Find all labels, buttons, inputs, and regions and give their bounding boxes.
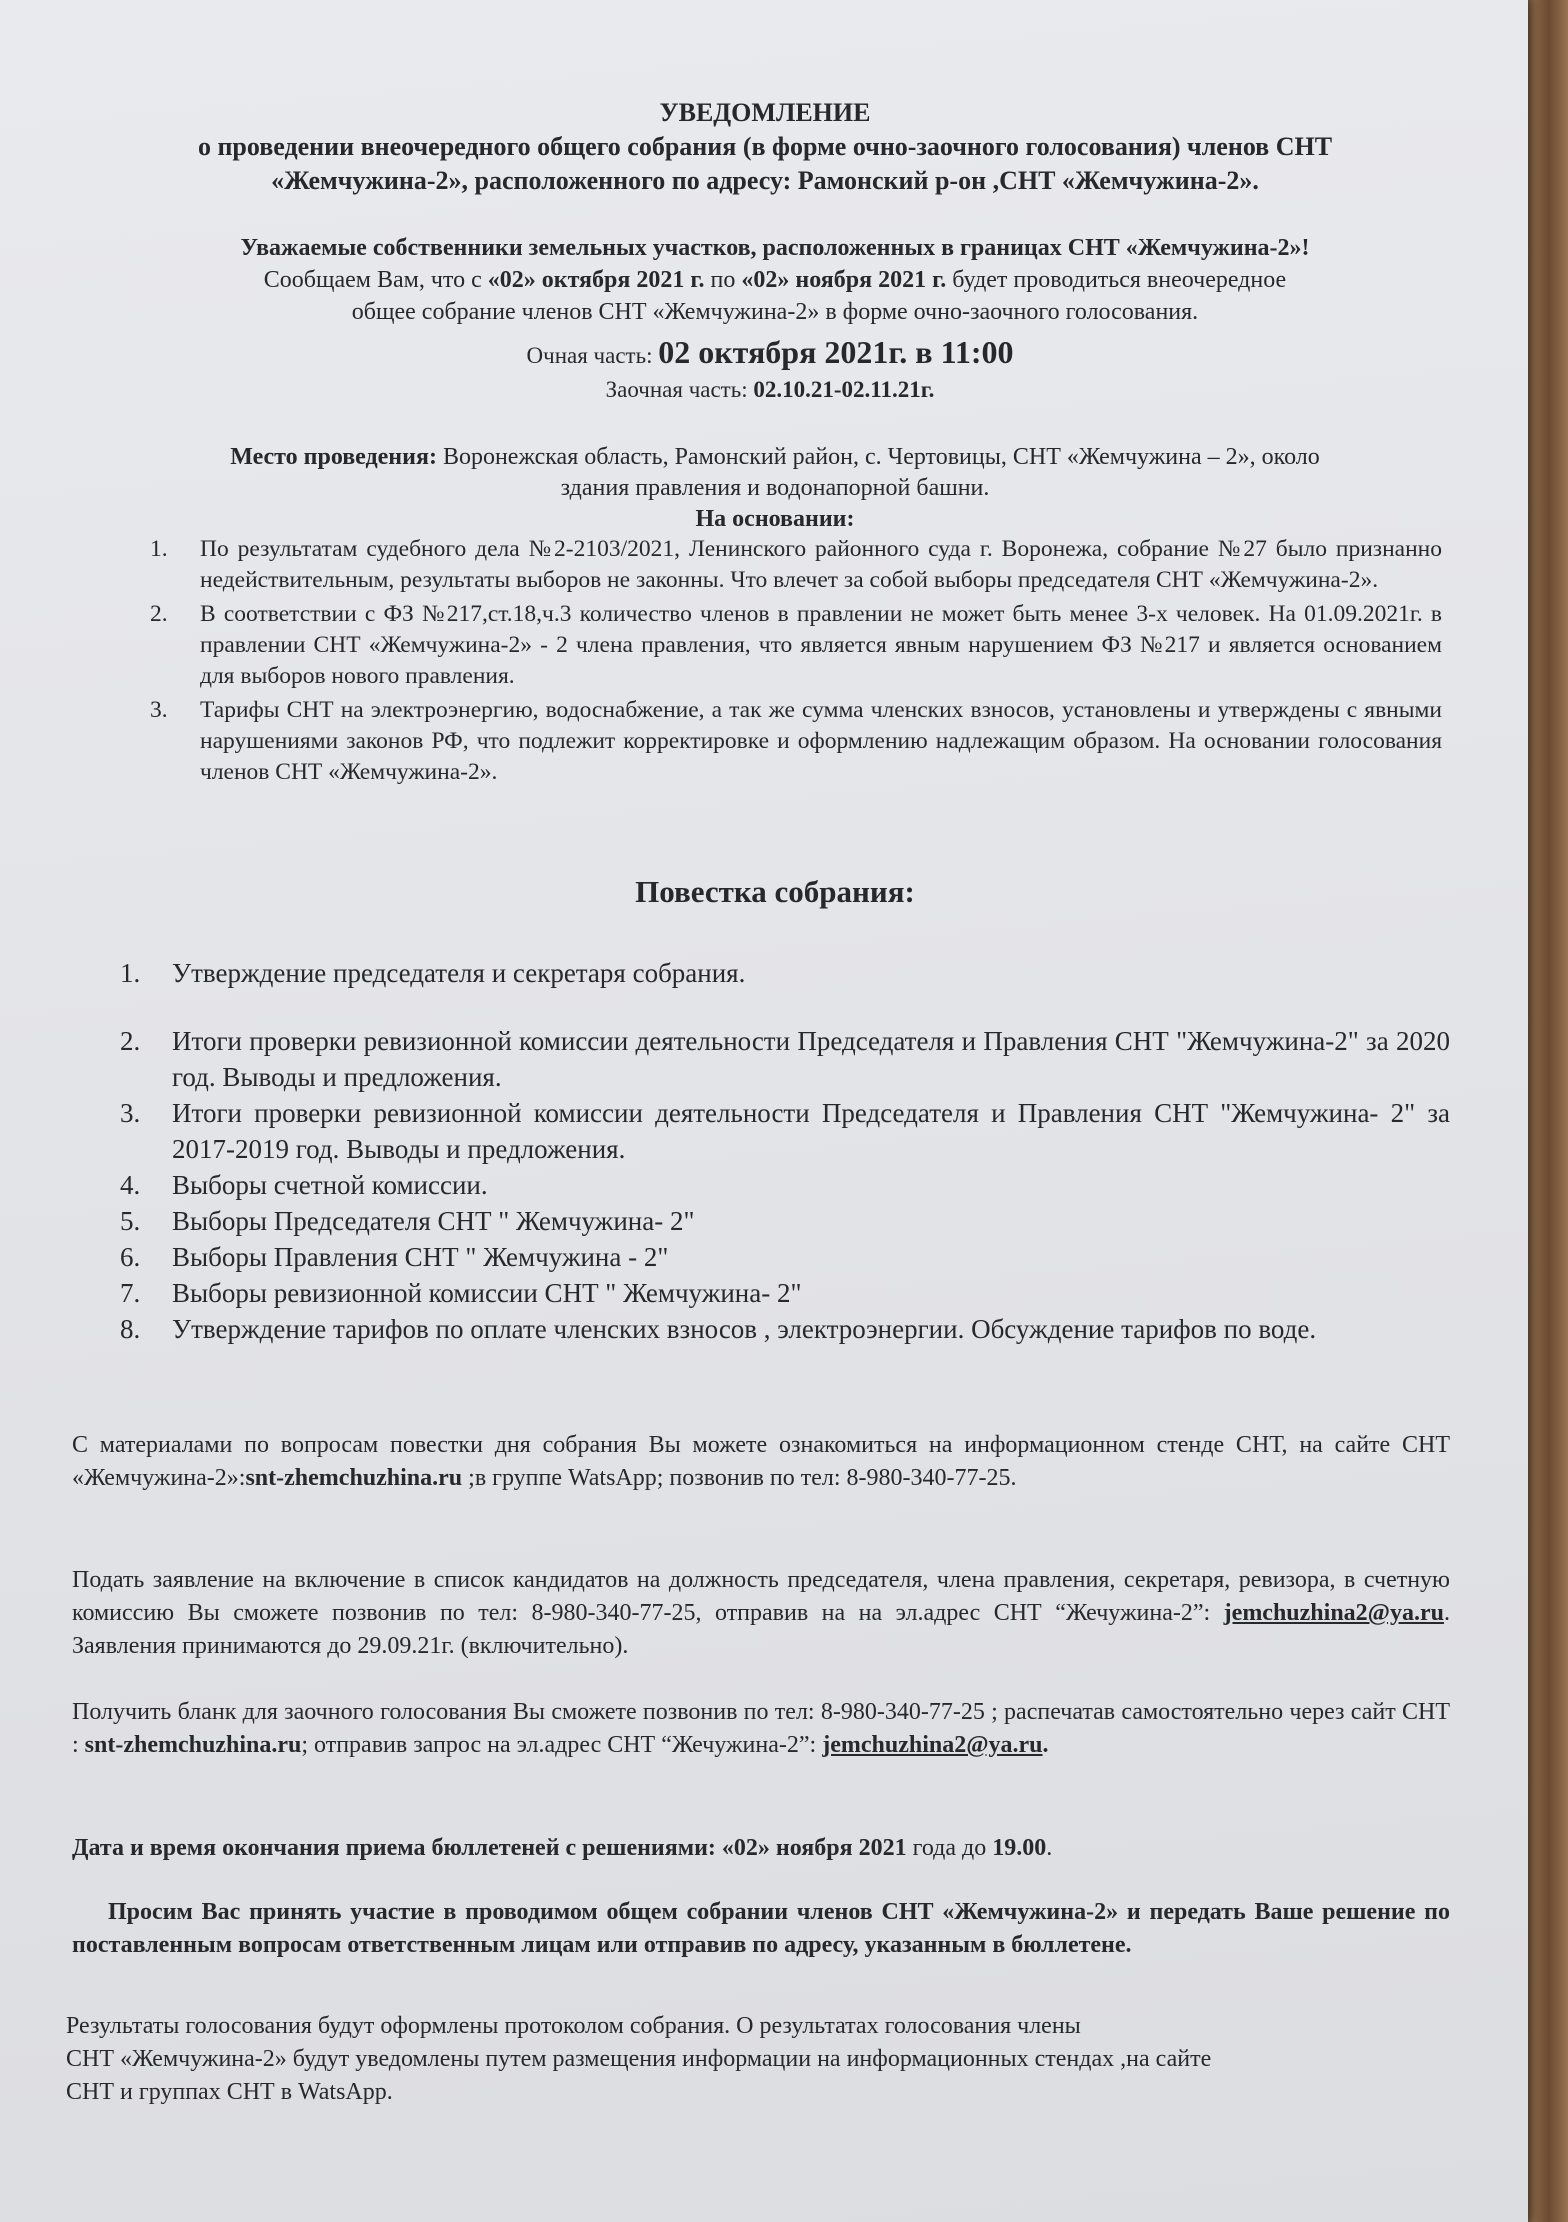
list-text: Тарифы СНТ на электроэнергию, водоснабжение, а так же сумма членских взносов, установлены и утверждены с явными нарушениями законов РФ, что подлежит корректировке и оформлению надлежащим образом. На основании голосования членов СНТ «Жемчужина-2». bbox=[200, 697, 1442, 785]
agenda-number: 5. bbox=[120, 1206, 141, 1236]
agenda-text: Утверждение председателя и секретаря собрания. bbox=[172, 958, 746, 988]
website-link[interactable]: snt-zhemchuzhina.ru bbox=[84, 1732, 302, 1758]
results-paragraph bbox=[66, 2010, 1496, 2109]
materials-text: С материалами по вопросам повестки дня собрания Вы можете ознакомиться на информационном стенде СНТ, на сайте СНТ «Жемчужина-2»: bbox=[72, 1432, 1450, 1491]
materials-text: ;в группе WatsApp; позвонив по тел: 8-980-340-77-25. bbox=[462, 1465, 1017, 1491]
agenda-item bbox=[120, 1275, 1450, 1311]
agenda-number: 6. bbox=[120, 1242, 141, 1272]
materials-paragraph bbox=[72, 1429, 1450, 1495]
session-dates bbox=[220, 335, 1320, 407]
agenda-text: Выборы Правления СНТ " Жемчужина - 2" bbox=[172, 1242, 669, 1272]
results-line3: СНТ и группах СНТ в WatsApp. bbox=[66, 2079, 393, 2105]
agenda-text: Выборы ревизионной комиссии СНТ " Жемчужина- 2" bbox=[172, 1278, 802, 1308]
request-paragraph: Просим Вас принять участие в проводимом общем собрании членов СНТ «Жемчужина-2» и передать Ваше решение по поставленным вопросам ответственным лицам или отправив по адресу, указанным в бюллетене. bbox=[72, 1899, 1450, 1958]
notice-heading: УВЕДОМЛЕНИЕ bbox=[659, 98, 871, 127]
agenda-item bbox=[120, 1311, 1450, 1347]
ballot-text: Получить бланк для заочного голосования Вы сможете позвонив по тел: 8-980-340-77-25 ; распечатав самостоятельно через сайт СНТ : bbox=[72, 1699, 1450, 1758]
deadline-paragraph bbox=[72, 1832, 1450, 1865]
deadline-text: . bbox=[1046, 1835, 1053, 1861]
grounds-list bbox=[150, 534, 1442, 791]
announcement-line1 bbox=[110, 264, 1440, 296]
agenda-text: Выборы счетной комиссии. bbox=[172, 1170, 488, 1200]
remote-label: Заочная часть: bbox=[605, 377, 754, 402]
agenda-text: Итоги проверки ревизионной комиссии деятельности Председателя и Правления СНТ "Жемчужина-2" за 2020 год. Выводы и предложения. bbox=[172, 1026, 1450, 1092]
deadline-time: 19.00 bbox=[992, 1835, 1047, 1861]
venue-text: Воронежская область, Рамонский район, с. Чертовицы, СНТ «Жемчужина – 2», около bbox=[436, 444, 1320, 470]
candidates-paragraph bbox=[72, 1564, 1450, 1663]
results-line2: СНТ «Жемчужина-2» будут уведомлены путем размещения информации на информационных стендах ,на сайте bbox=[66, 2046, 1212, 2072]
grounds-heading: На основании: bbox=[695, 506, 855, 532]
remote-session bbox=[220, 373, 1320, 407]
salutation: Уважаемые собственники земельных участков, расположенных в границах СНТ «Жемчужина-2»! bbox=[240, 235, 1310, 261]
agenda-number: 8. bbox=[120, 1314, 141, 1344]
deadline-text: Дата и время окончания приема бюллетеней с решениями: «02» ноября bbox=[72, 1835, 859, 1861]
list-item bbox=[150, 599, 1442, 692]
candidates-text: Подать заявление на включение в список кандидатов на должность председателя, члена правления, секретаря, ревизора, в счетную комиссию Вы сможете позвонив по тел: 8-980-340-77-25, отправив на на эл.адрес СНТ “Жечужина-2”: bbox=[72, 1567, 1450, 1626]
announcement-line2: общее собрание членов СНТ «Жемчужина-2» в форме очно-заочного голосования. bbox=[351, 299, 1199, 325]
ballot-text: ; отправив запрос на эл.адрес СНТ “Жечужина-2”: bbox=[301, 1732, 823, 1758]
deadline-year: 2021 bbox=[858, 1835, 907, 1861]
ballot-paragraph bbox=[72, 1696, 1450, 1762]
notice-subheading-line2: «Жемчужина-2», расположенного по адресу: Рамонский р-он ,СНТ «Жемчужина-2». bbox=[271, 166, 1259, 195]
agenda-number: 7. bbox=[120, 1278, 141, 1308]
agenda-text: Выборы Председателя СНТ " Жемчужина- 2" bbox=[172, 1206, 695, 1236]
list-number: 2. bbox=[150, 601, 168, 627]
agenda-item bbox=[120, 1239, 1450, 1275]
agenda-list bbox=[120, 955, 1450, 1347]
in-person-session bbox=[220, 335, 1320, 373]
list-number: 1. bbox=[150, 536, 168, 562]
list-text: По результатам судебного дела №2-2103/2021, Ленинского районного суда г. Воронежа, собрание №27 было признанно недействительным, результаты выборов не законны. Что влечет за собой выборы председателя СНТ «Жемчужина-2». bbox=[200, 536, 1442, 593]
agenda-text: Утверждение тарифов по оплате членских взносов , электроэнергии. Обсуждение тарифов по воде. bbox=[172, 1314, 1317, 1344]
agenda-item bbox=[120, 1023, 1450, 1095]
agenda-text: Итоги проверки ревизионной комиссии деятельности Председателя и Правления СНТ "Жемчужина- 2" за 2017-2019 год. Выводы и предложения. bbox=[172, 1098, 1450, 1164]
venue-label: Место проведения: bbox=[230, 444, 437, 470]
agenda-number: 3. bbox=[120, 1098, 141, 1128]
agenda-heading: Повестка собрания: bbox=[635, 874, 915, 909]
date-to: «02» ноября 2021 г. bbox=[741, 267, 947, 293]
agenda-item bbox=[120, 1095, 1450, 1167]
agenda-number: 4. bbox=[120, 1170, 141, 1200]
date-from: «02» октября 2021 г. bbox=[487, 267, 705, 293]
venue-line2: здания правления и водонапорной башни. bbox=[560, 475, 990, 501]
agenda-number: 2. bbox=[120, 1026, 141, 1056]
venue bbox=[110, 442, 1440, 535]
list-text: В соответствии с ФЗ №217,ст.18,ч.3 количество членов в правлении не может быть менее 3-х человек. На 01.09.2021г. в правлении СНТ «Жемчужина-2» - 2 члена правления, что является явным нарушением ФЗ №217 и является основанием для выборов нового правления. bbox=[200, 601, 1442, 689]
list-item bbox=[150, 534, 1442, 596]
agenda-number: 1. bbox=[120, 958, 141, 988]
agenda-item bbox=[120, 1203, 1450, 1239]
announcement-text: будет проводиться внеочередное bbox=[946, 267, 1287, 293]
email-link[interactable]: jemchuzhina2@ya.ru bbox=[1223, 1600, 1444, 1626]
in-person-value: 02 октября 2021г. в 11:00 bbox=[658, 334, 1014, 370]
list-item bbox=[150, 695, 1442, 788]
website-link[interactable]: snt-zhemchuzhina.ru bbox=[245, 1465, 463, 1491]
deadline-text: года до bbox=[906, 1835, 993, 1861]
announcement-text: по bbox=[704, 267, 742, 293]
candidates-text: . Заявления принимаются до 29.09.21г. (включительно). bbox=[72, 1600, 1450, 1659]
email-link[interactable]: jemchuzhina2@ya.ru bbox=[822, 1732, 1043, 1758]
announcement-text: Сообщаем Вам, что с bbox=[263, 267, 488, 293]
results-line1: Результаты голосования будут оформлены протоколом собрания. О результатах голосования члены bbox=[66, 2013, 1081, 2039]
greeting bbox=[110, 232, 1440, 328]
list-number: 3. bbox=[150, 697, 168, 723]
remote-value: 02.10.21-02.11.21г. bbox=[753, 377, 935, 402]
agenda-item bbox=[120, 1167, 1450, 1203]
ballot-text: . bbox=[1042, 1732, 1049, 1758]
notice-header bbox=[150, 96, 1380, 198]
in-person-label: Очная часть: bbox=[526, 343, 659, 368]
venue-line1 bbox=[110, 442, 1440, 473]
notice-subheading-line1: о проведении внеочередного общего собрания (в форме очно-заочного голосования) членов СНТ bbox=[197, 132, 1333, 161]
agenda-item bbox=[120, 955, 1450, 991]
